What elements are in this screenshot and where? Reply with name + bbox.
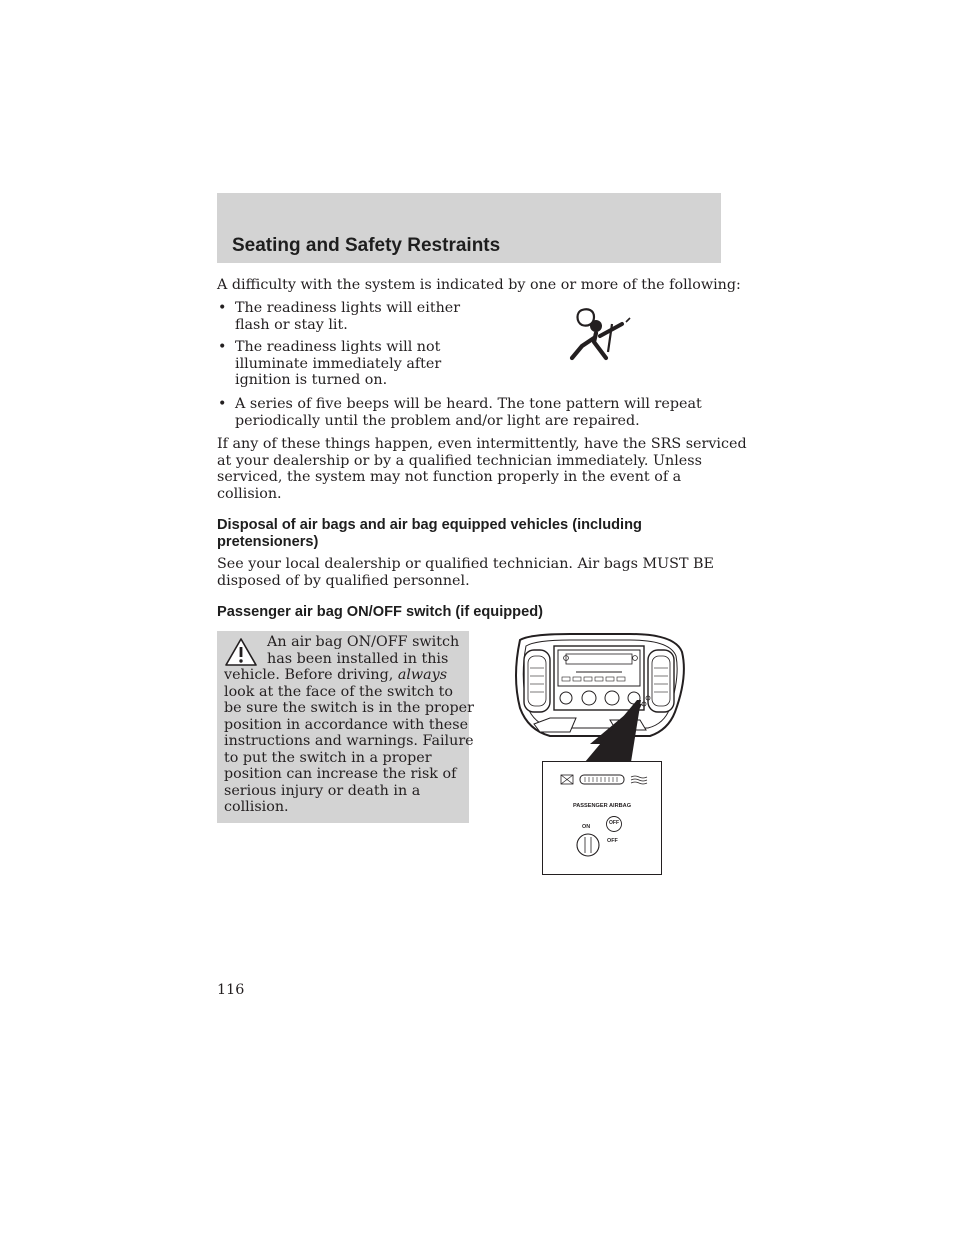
header-band (217, 193, 721, 263)
bullet-dot: • (218, 396, 227, 412)
off-indicator-label: OFF (609, 820, 619, 826)
switch-off-label: OFF (607, 838, 618, 844)
warning-box (217, 631, 474, 823)
disposal-heading: Disposal of air bags and air bag equipped vehicles (including pretensioners) (217, 517, 642, 550)
airbag-warning-icon (564, 304, 634, 364)
airbag-switch-panel (542, 761, 662, 875)
switch-on-label: ON (582, 824, 591, 830)
switch-panel-art (543, 762, 661, 874)
page-title: Seating and Safety Restraints (232, 235, 501, 256)
warning-text: An air bag ON/OFF switch has been installed in this vehicle. Before driving, always look at the face of the switch to be sure the switch is in the proper position in accordance with these instructions and warnings. Failure to put the switch in a proper position can increase the risk of serious injury or death in a collision. (224, 634, 474, 815)
pointer-wedge (585, 700, 645, 764)
disposal-text: See your local dealership or qualified technician. Air bags MUST BE disposed of by qualified personnel. (217, 556, 714, 589)
service-paragraph: If any of these things happen, even intermittently, have the SRS serviced at your dealership or by a qualified technician immediately. Unless serviced, the system may not function properly in the event of a collision. (217, 436, 747, 502)
page-number: 116 (217, 982, 245, 998)
bullet-dot: • (218, 300, 227, 316)
switch-heading: Passenger air bag ON/OFF switch (if equipped) (217, 604, 543, 620)
emphasis-text: always (397, 667, 448, 683)
switch-panel-label: PASSENGER AIRBAG (572, 803, 632, 809)
bullet-dot: • (218, 339, 227, 355)
intro-text: A difficulty with the system is indicated by one or more of the following: (217, 277, 741, 293)
